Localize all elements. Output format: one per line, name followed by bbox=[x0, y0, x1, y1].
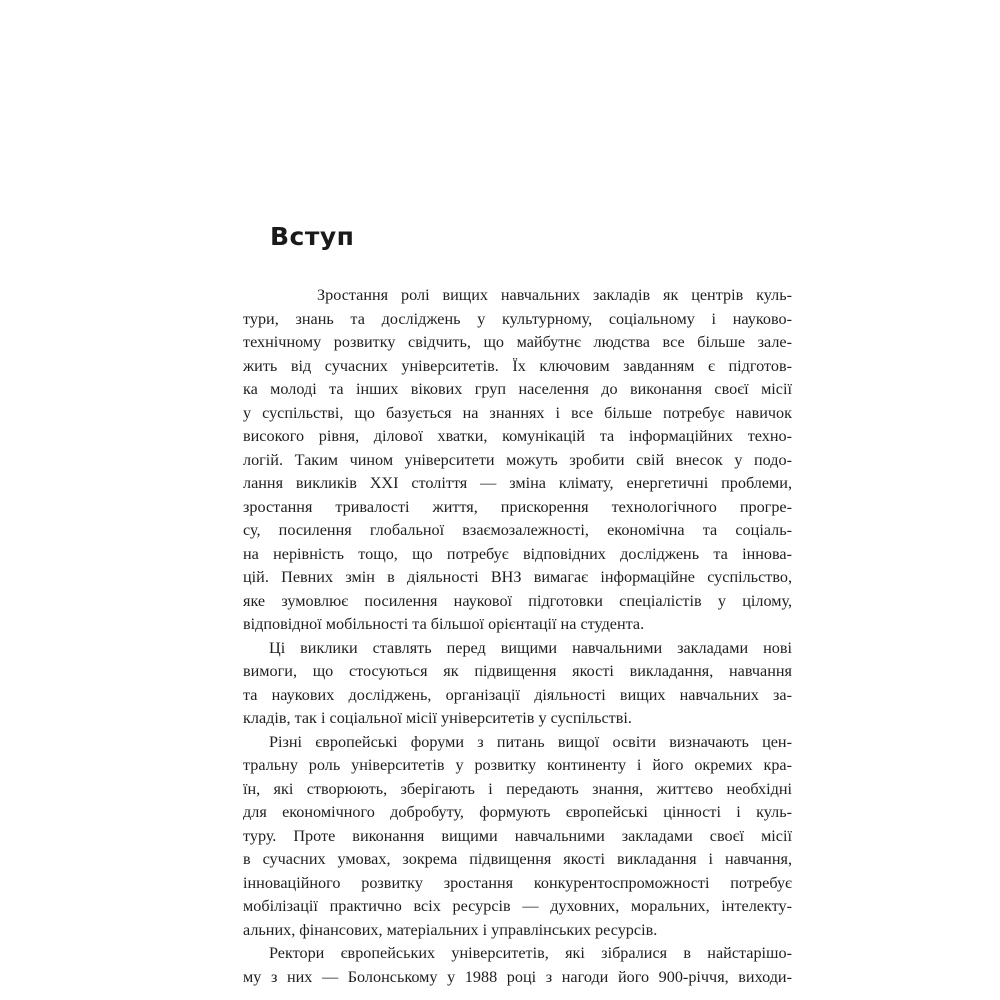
text-line: жить від сучасних університетів. Їх ключовим завданням є підготов- bbox=[243, 356, 792, 375]
text-line: та наукових досліджень, організації діяльності вищих навчальних за- bbox=[243, 685, 792, 704]
text-line: мобілізації практично всіх ресурсів — духовних, моральних, інтелекту- bbox=[243, 897, 792, 915]
text-line: тури, знань та досліджень у культурному, соціальному і науково- bbox=[243, 309, 792, 328]
text-line: Зростання ролі вищих навчальних закладів як центрів куль- bbox=[317, 286, 792, 304]
text-line: цій. Певних змін в діяльності ВНЗ вимагає інформаційне суспільство, bbox=[243, 568, 792, 586]
text-line: лання викликів XXI століття — зміна клімату, енергетичні проблеми, bbox=[243, 474, 792, 492]
text-line: Різні європейські форуми з питань вищої освіти визначають цен- bbox=[269, 732, 792, 751]
text-line: су, посилення глобальної взаємозалежності, економічна та соціаль- bbox=[243, 521, 792, 539]
text-line: в сучасних умовах, зокрема підвищення якості викладання і навчання, bbox=[243, 850, 792, 868]
body-text bbox=[243, 284, 792, 989]
text-line: альних, фінансових, матеріальних і управлінських ресурсів. bbox=[243, 920, 658, 939]
text-line: тральну роль університетів у розвитку континенту і його окремих кра- bbox=[243, 756, 792, 774]
text-line: інноваційного розвитку зростання конкурентоспроможності потребує bbox=[243, 873, 792, 892]
text-line: технічному розвитку свідчить, що майбутнє людства все більше зале- bbox=[243, 333, 792, 351]
text-line: їн, які створюють, зберігають і передають знання, життєво необхідні bbox=[243, 779, 792, 798]
text-line: му з них — Болонському у 1988 році з нагоди його 900-річчя, виходи- bbox=[243, 967, 792, 986]
text-line: для економічного добробуту, формують європейські цінності і куль- bbox=[243, 803, 792, 821]
text-line: кладів, так і соціальної місії університетів у суспільстві. bbox=[243, 709, 632, 727]
text-line: ка молоді та інших вікових груп населення до виконання своєї місії bbox=[243, 380, 792, 398]
text-line: Ці виклики ставлять перед вищими навчальними закладами нові bbox=[269, 638, 792, 657]
text-line: яке зумовлює посилення наукової підготовки спеціалістів у цілому, bbox=[243, 591, 792, 610]
text-line: високого рівня, ділової хватки, комунікацій та інформаційних техно- bbox=[243, 427, 792, 445]
text-line: вимоги, що стосуються як підвищення якості викладання, навчання bbox=[243, 662, 792, 680]
text-line: туру. Проте виконання вищими навчальними закладами своєї місії bbox=[243, 826, 792, 845]
text-line: Ректори європейських університетів, які зібралися в найстарішо- bbox=[269, 944, 792, 962]
text-line: у суспільстві, що базується на знаннях і все більше потребує навичок bbox=[243, 403, 792, 422]
text-line: зростання тривалості життя, прискорення технологічного прогре- bbox=[243, 497, 792, 516]
text-line: на нерівність тощо, що потребує відповідних досліджень та іннова- bbox=[243, 544, 792, 563]
text-line: логій. Таким чином університети можуть зробити свій внесок у подо- bbox=[243, 450, 792, 469]
page-title: Вступ bbox=[270, 222, 355, 251]
text-line: відповідної мобільності та більшої орієнтації на студента. bbox=[243, 615, 645, 633]
